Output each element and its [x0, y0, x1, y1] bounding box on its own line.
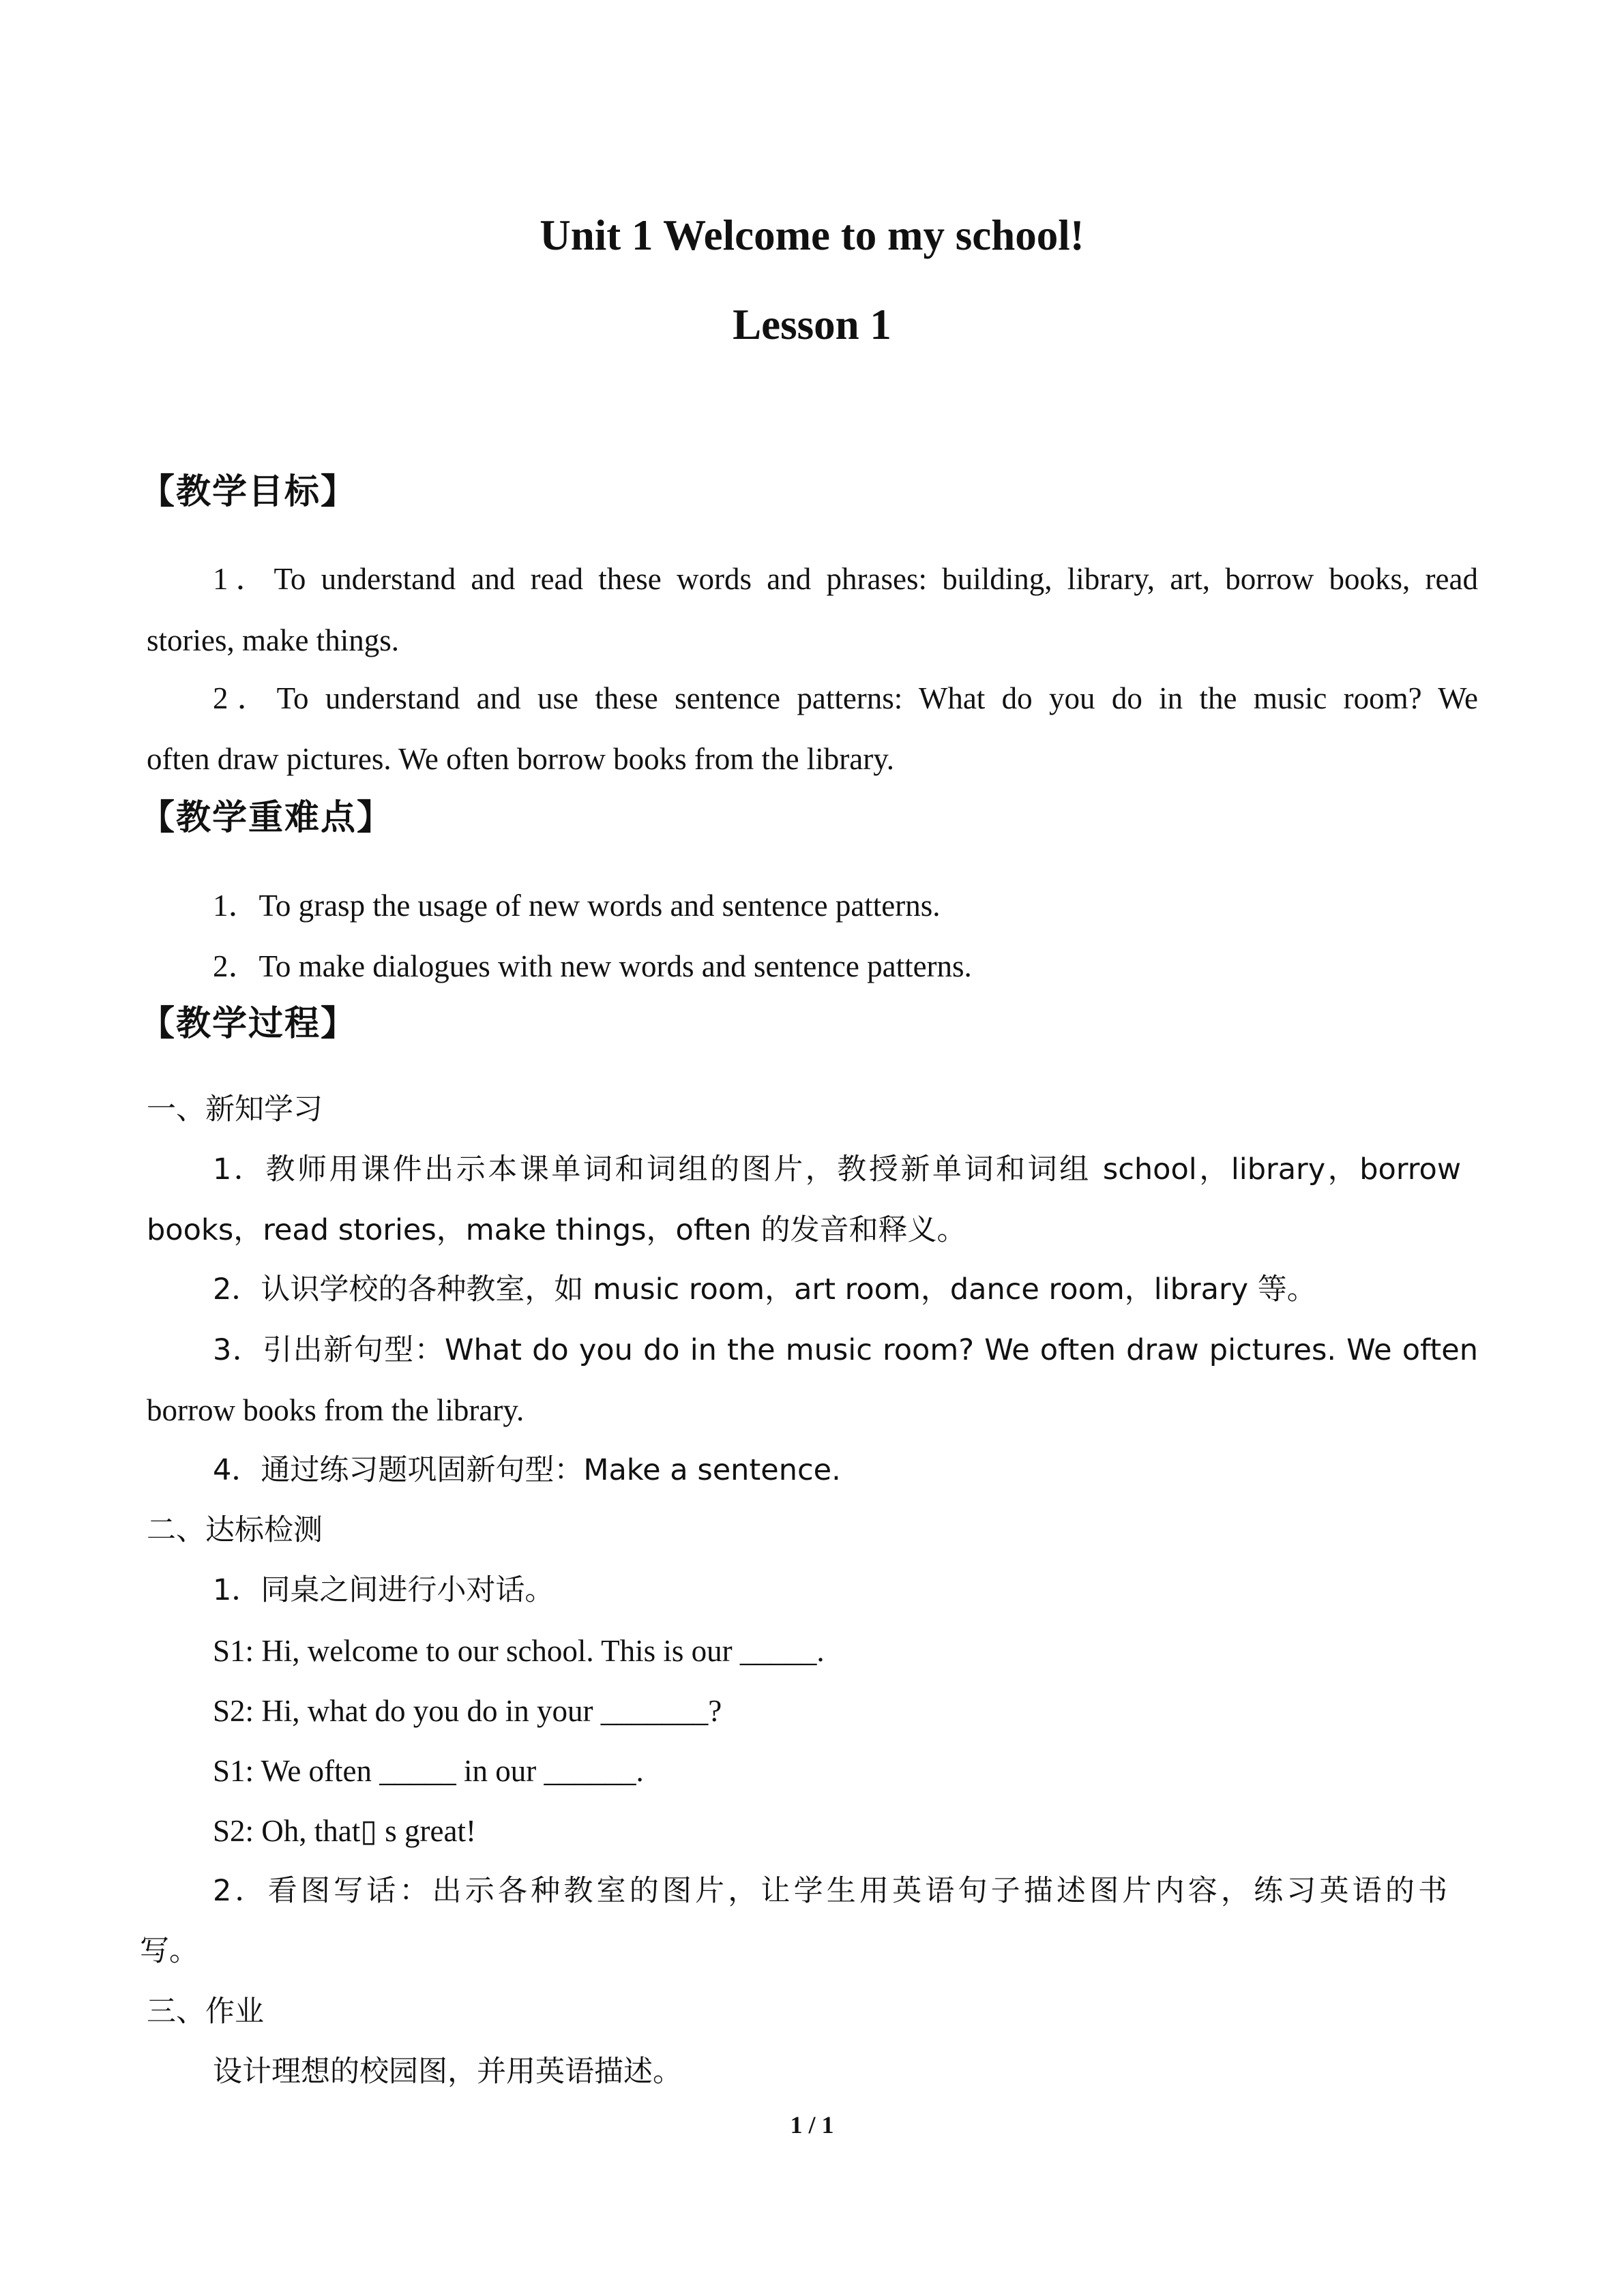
process-part-3-title: 三、作业: [147, 1995, 264, 2029]
process-step-1-line-1: 1．教师用课件出示本课单词和词组的图片，教授新单词和词组 school，library，borrow: [213, 1152, 1461, 1187]
keypoint-item-2: 2．To make dialogues with new words and sentence patterns.: [213, 949, 972, 983]
process-step-3-line-2: borrow books from the library.: [147, 1393, 525, 1427]
assessment-step-1: 1．同桌之间进行小对话。: [213, 1573, 555, 1607]
objective-item-2-line-1: 2．To understand and use these sentence patterns: What do you do in the music room? We: [213, 681, 1478, 715]
dialog-line-1: S1: Hi, welcome to our school. This is our _____.: [213, 1634, 825, 1668]
objective-item-1-line-1: 1．To understand and read these words and phrases: building, library, art, borrow books, read: [213, 562, 1478, 596]
document-title: Unit 1 Welcome to my school!: [540, 211, 1084, 259]
section-heading-keypoints: 【教学重难点】: [140, 798, 394, 838]
assessment-step-2-line-1: 2．看图写话：出示各种教室的图片，让学生用英语句子描述图片内容，练习英语的书: [213, 1874, 1447, 1908]
keypoint-item-1: 1．To grasp the usage of new words and sentence patterns.: [213, 889, 941, 923]
document-subtitle: Lesson 1: [733, 301, 891, 348]
process-part-1-title: 一、新知学习: [147, 1092, 323, 1127]
dialog-line-4: S2: Oh, that▯ s great!: [213, 1814, 476, 1848]
section-heading-process: 【教学过程】: [140, 1004, 357, 1044]
assessment-step-2-line-2: 写。: [140, 1934, 198, 1968]
process-step-4: 4．通过练习题巩固新句型：Make a sentence.: [213, 1453, 841, 1487]
process-step-2: 2．认识学校的各种教室，如 music room，art room，dance room，library 等。: [213, 1272, 1316, 1307]
dialog-line-2: S2: Hi, what do you do in your _______?: [213, 1694, 722, 1728]
objective-item-2-line-2: often draw pictures. We often borrow books from the library.: [147, 742, 895, 776]
process-part-2-title: 二、达标检测: [147, 1513, 323, 1547]
objective-item-1-line-2: stories, make things.: [147, 623, 399, 657]
section-heading-objectives: 【教学目标】: [140, 472, 357, 512]
process-step-1-line-2: books，read stories，make things，often 的发音和释义。: [147, 1213, 966, 1247]
dialog-line-3: S1: We often _____ in our ______.: [213, 1754, 644, 1788]
process-step-3-line-1: 3．引出新句型：What do you do in the music room? We often draw pictures. We often: [213, 1333, 1478, 1367]
page-number: 1 / 1: [790, 2111, 834, 2138]
homework-item: 设计理想的校园图，并用英语描述。: [213, 2055, 682, 2089]
